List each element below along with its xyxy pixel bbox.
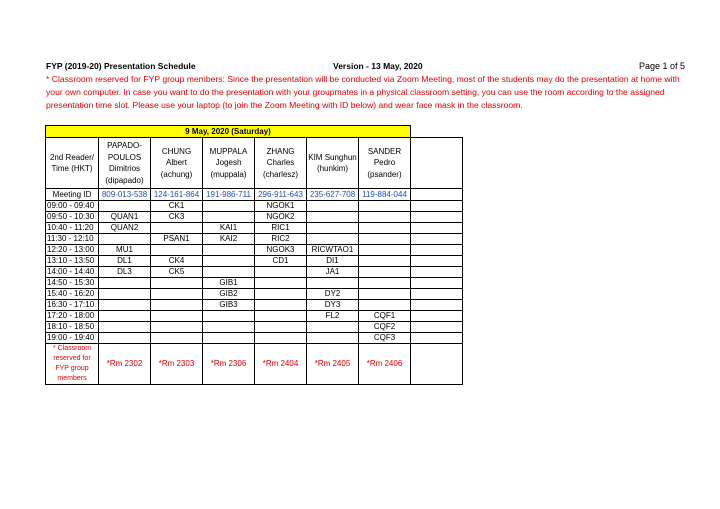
group-cell: [99, 300, 151, 311]
group-cell: MU1: [99, 245, 151, 256]
group-cell: [99, 333, 151, 344]
time-slot: 19:00 - 19:40: [46, 333, 99, 344]
group-cell: [203, 256, 255, 267]
meeting-id-link[interactable]: 124-161-864: [151, 189, 203, 201]
schedule-row: [46, 278, 463, 289]
empty-cell: [411, 234, 463, 245]
schedule-row: [46, 245, 463, 256]
group-cell: GIB3: [203, 300, 255, 311]
group-cell: PSAN1: [151, 234, 203, 245]
group-cell: [203, 245, 255, 256]
group-cell: [151, 223, 203, 234]
group-cell: DY3: [307, 300, 359, 311]
group-cell: [151, 289, 203, 300]
group-cell: [203, 267, 255, 278]
page-number: Page 1 of 5: [638, 61, 685, 71]
group-cell: CQF2: [359, 322, 411, 333]
group-cell: [99, 278, 151, 289]
group-cell: [203, 212, 255, 223]
reader-header: MUPPALA Jogesh (muppala): [203, 138, 255, 189]
group-cell: [307, 322, 359, 333]
group-cell: NGOK2: [255, 212, 307, 223]
time-slot: 17:20 - 18:00: [46, 311, 99, 322]
group-cell: [359, 300, 411, 311]
schedule-row: [46, 256, 463, 267]
group-cell: [203, 333, 255, 344]
group-cell: DL1: [99, 256, 151, 267]
group-cell: [255, 267, 307, 278]
group-cell: QUAN2: [99, 223, 151, 234]
group-cell: [359, 245, 411, 256]
time-slot: 14:00 - 14:40: [46, 267, 99, 278]
room-cell: *Rm 2306: [203, 344, 255, 385]
schedule-title: FYP (2019-20) Presentation Schedule: [46, 61, 196, 71]
group-cell: FL2: [307, 311, 359, 322]
room-label: * Classroom reserved for FYP group members: [46, 344, 99, 385]
classroom-note: * Classroom reserved for FYP group members: Since the presentation will be conducted via Zoom Meeting, most of the students may do the presentation at home with your own computer. In case you want to do the presentation with your groupmates in a physical classroom setting, you can use the room according to the assigned presentation time slot. Please use your laptop (to join the Zoom Meeting with ID below) and wear face mask in the classroom.: [46, 74, 680, 110]
group-cell: [359, 278, 411, 289]
group-cell: [359, 267, 411, 278]
reader-header: KIM Sunghun (hunkim): [307, 138, 359, 189]
group-cell: [99, 322, 151, 333]
group-cell: CK3: [151, 212, 203, 223]
group-cell: DL3: [99, 267, 151, 278]
group-cell: RIC1: [255, 223, 307, 234]
schedule-row: [46, 234, 463, 245]
empty-cell: [411, 322, 463, 333]
group-cell: JA1: [307, 267, 359, 278]
schedule-row: [46, 300, 463, 311]
version-label: Version - 13 May, 2020: [333, 61, 423, 71]
group-cell: [99, 201, 151, 212]
schedule-row: [46, 212, 463, 223]
reader-header: CHUNG Albert (achung): [151, 138, 203, 189]
group-cell: [359, 289, 411, 300]
schedule-row: [46, 267, 463, 278]
empty-cell: [411, 126, 463, 138]
group-cell: [255, 278, 307, 289]
reader-label: 2nd Reader/ Time (HKT): [46, 138, 99, 189]
group-cell: CK1: [151, 201, 203, 212]
group-cell: [307, 333, 359, 344]
group-cell: DY2: [307, 289, 359, 300]
time-slot: 18:10 - 18:50: [46, 322, 99, 333]
group-cell: KAI2: [203, 234, 255, 245]
meeting-id-link[interactable]: 119-884-044: [359, 189, 411, 201]
reader-header: ZHANG Charles (charlesz): [255, 138, 307, 189]
group-cell: [359, 201, 411, 212]
group-cell: KAI1: [203, 223, 255, 234]
group-cell: [151, 322, 203, 333]
group-cell: [255, 333, 307, 344]
reader-header: SANDER Pedro (psander): [359, 138, 411, 189]
empty-cell: [411, 300, 463, 311]
group-cell: CD1: [255, 256, 307, 267]
meeting-label: Meeting ID: [46, 189, 99, 201]
group-cell: [151, 311, 203, 322]
schedule-table: [45, 125, 463, 385]
group-cell: CK4: [151, 256, 203, 267]
group-cell: GIB1: [203, 278, 255, 289]
empty-cell: [411, 138, 463, 189]
group-cell: GIB2: [203, 289, 255, 300]
group-cell: [151, 300, 203, 311]
meeting-id-link[interactable]: 296-911-643: [255, 189, 307, 201]
group-cell: [255, 300, 307, 311]
reader-header: PAPADO-POULOS Dimitrios (dipapado): [99, 138, 151, 189]
schedule-date: 9 May, 2020 (Saturday): [46, 126, 411, 138]
room-cell: *Rm 2404: [255, 344, 307, 385]
room-cell: *Rm 2302: [99, 344, 151, 385]
schedule-row: [46, 223, 463, 234]
group-cell: [307, 278, 359, 289]
group-cell: RICWTAO1: [307, 245, 359, 256]
empty-cell: [411, 189, 463, 201]
time-slot: 16:30 - 17:10: [46, 300, 99, 311]
time-slot: 09:00 - 09:40: [46, 201, 99, 212]
empty-cell: [411, 212, 463, 223]
empty-cell: [411, 278, 463, 289]
group-cell: [151, 278, 203, 289]
schedule-row: [46, 333, 463, 344]
empty-cell: [411, 333, 463, 344]
group-cell: [151, 333, 203, 344]
room-cell: *Rm 2405: [307, 344, 359, 385]
room-cell: *Rm 2406: [359, 344, 411, 385]
empty-cell: [411, 267, 463, 278]
time-slot: 10:40 - 11:20: [46, 223, 99, 234]
time-slot: 15:40 - 16:20: [46, 289, 99, 300]
meeting-id-link[interactable]: 809-013-538: [99, 189, 151, 201]
group-cell: [203, 311, 255, 322]
group-cell: [99, 311, 151, 322]
meeting-id-link[interactable]: 235-627-708: [307, 189, 359, 201]
group-cell: [255, 289, 307, 300]
group-cell: [307, 223, 359, 234]
group-cell: [151, 245, 203, 256]
empty-cell: [411, 201, 463, 212]
group-cell: CQF1: [359, 311, 411, 322]
empty-cell: [411, 223, 463, 234]
meeting-id-link[interactable]: 191-986-711: [203, 189, 255, 201]
group-cell: [359, 223, 411, 234]
group-cell: [307, 201, 359, 212]
schedule-row: [46, 201, 463, 212]
group-cell: NGOK1: [255, 201, 307, 212]
group-cell: [307, 212, 359, 223]
time-slot: 09:50 - 10:30: [46, 212, 99, 223]
group-cell: NGOK3: [255, 245, 307, 256]
group-cell: [255, 322, 307, 333]
group-cell: CK5: [151, 267, 203, 278]
group-cell: CQF3: [359, 333, 411, 344]
group-cell: [203, 201, 255, 212]
group-cell: [99, 289, 151, 300]
group-cell: DI1: [307, 256, 359, 267]
group-cell: [359, 212, 411, 223]
time-slot: 12:20 - 13:00: [46, 245, 99, 256]
group-cell: [359, 234, 411, 245]
group-cell: [99, 234, 151, 245]
empty-cell: [411, 245, 463, 256]
group-cell: RIC2: [255, 234, 307, 245]
time-slot: 11:30 - 12:10: [46, 234, 99, 245]
schedule-row: [46, 289, 463, 300]
time-slot: 14:50 - 15:30: [46, 278, 99, 289]
empty-cell: [411, 344, 463, 385]
group-cell: [255, 311, 307, 322]
group-cell: [359, 256, 411, 267]
empty-cell: [411, 311, 463, 322]
time-slot: 13:10 - 13:50: [46, 256, 99, 267]
group-cell: [203, 322, 255, 333]
room-row: [46, 344, 463, 385]
room-cell: *Rm 2303: [151, 344, 203, 385]
empty-cell: [411, 289, 463, 300]
group-cell: [307, 234, 359, 245]
group-cell: QUAN1: [99, 212, 151, 223]
schedule-row: [46, 311, 463, 322]
schedule-row: [46, 322, 463, 333]
empty-cell: [411, 256, 463, 267]
